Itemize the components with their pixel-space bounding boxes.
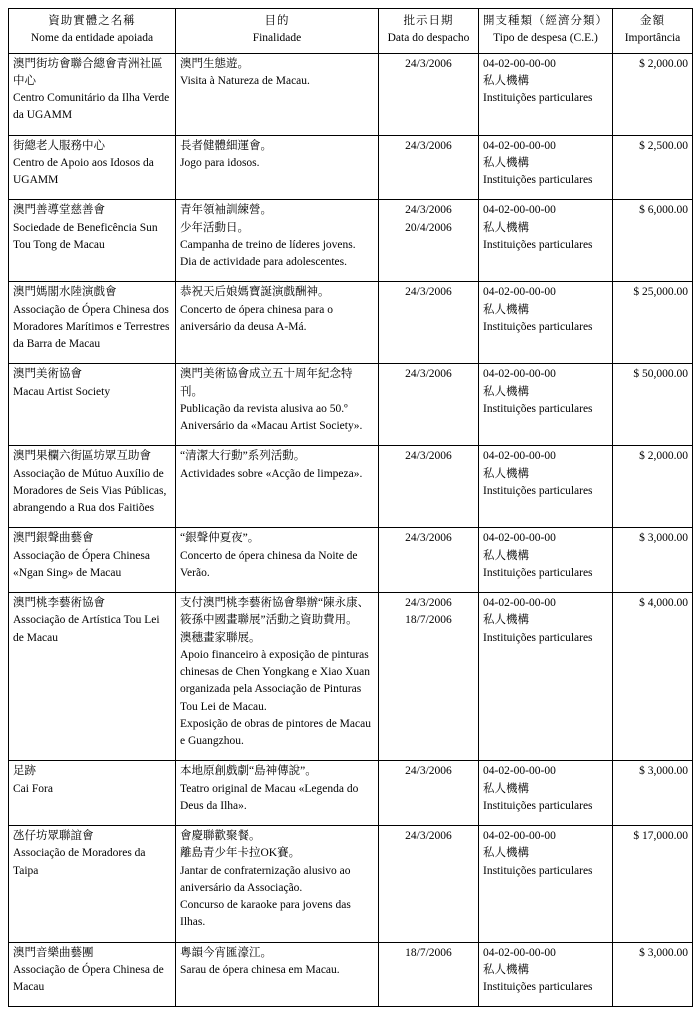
table-row <box>9 446 693 528</box>
table-row <box>9 593 693 761</box>
date-line: 24/3/2006 <box>405 368 452 381</box>
amount-value: $ 17,000.00 <box>633 830 688 842</box>
expense-type-cell <box>479 135 613 200</box>
entity-line: 澳門善導堂慈善會 <box>13 204 105 217</box>
purpose-line: 支付澳門桃李藝術協會舉辦“陳永康、筱孫中國畫聯展”活動之資助費用。 <box>180 597 370 627</box>
table-row <box>9 826 693 943</box>
entity-cell <box>9 135 176 200</box>
expense-type-line: 私人機構 <box>483 303 529 316</box>
amount-cell <box>613 446 693 528</box>
purpose-cell <box>176 826 379 943</box>
entity-line: Associação de Ópera Chinesa «Ngan Sing» de Macau <box>13 549 150 579</box>
expense-type-line: 04-02-00-00-00 <box>483 830 556 842</box>
date-line: 24/3/2006 <box>405 830 452 842</box>
table-body <box>9 53 693 1007</box>
entity-cell <box>9 282 176 364</box>
expense-type-line: 04-02-00-00-00 <box>483 946 556 959</box>
expense-type-cell <box>479 282 613 364</box>
date-line: 24/3/2006 <box>405 139 452 152</box>
header-label-zh: 資助實體之名稱 <box>48 15 136 27</box>
date-cell <box>379 761 479 826</box>
entity-line: 氹仔坊眾聯誼會 <box>13 830 94 842</box>
purpose-line: Dia de actividade para adolescentes. <box>180 256 347 268</box>
purpose-line: 澳穗畫家聯展。 <box>180 631 261 644</box>
entity-line: 澳門媽閣水陸演戲會 <box>13 286 117 299</box>
purpose-line: 粵韻今宵匯濠江。 <box>180 946 272 959</box>
purpose-cell <box>176 446 379 528</box>
expense-type-line: 私人機構 <box>483 782 529 795</box>
purpose-line: 澳門美術協會成立五十周年紀念特刊。 <box>180 368 353 398</box>
date-line: 24/3/2006 <box>405 765 452 778</box>
expense-type-line: 04-02-00-00-00 <box>483 204 556 217</box>
date-cell <box>379 528 479 593</box>
date-cell <box>379 364 479 446</box>
expense-type-line: 04-02-00-00-00 <box>483 450 556 463</box>
entity-cell <box>9 942 176 1007</box>
expense-type-line: Instituições particulares <box>483 402 593 415</box>
amount-cell <box>613 593 693 761</box>
header-label-pt: Tipo de despesa (C.E.) <box>493 32 598 45</box>
expense-type-line: 私人機構 <box>483 847 529 860</box>
table-row <box>9 135 693 200</box>
header-row <box>9 9 693 54</box>
date-line: 24/3/2006 <box>405 450 452 463</box>
amount-value: $ 2,500.00 <box>639 139 688 152</box>
entity-line: 澳門銀聲曲藝會 <box>13 532 94 545</box>
expense-type-line: Instituições particulares <box>483 631 593 644</box>
entity-line: 足跡 <box>13 765 36 778</box>
purpose-cell <box>176 53 379 135</box>
expense-type-line: Instituições particulares <box>483 92 593 104</box>
expense-type-line: 私人機構 <box>483 467 529 480</box>
purpose-line: 離島青少年卡拉OK賽。 <box>180 847 301 860</box>
expense-type-cell <box>479 446 613 528</box>
amount-cell <box>613 200 693 282</box>
entity-cell <box>9 761 176 826</box>
amount-value: $ 50,000.00 <box>633 368 688 381</box>
expense-type-line: 04-02-00-00-00 <box>483 597 556 609</box>
expense-type-cell <box>479 761 613 826</box>
amount-cell <box>613 528 693 593</box>
table-row <box>9 942 693 1007</box>
purpose-line: Teatro original de Macau «Legenda do Deus da Ilha». <box>180 782 359 812</box>
amount-cell <box>613 761 693 826</box>
entity-line: Centro Comunitário da Ilha Verde da UGAMM <box>13 92 170 122</box>
amount-cell <box>613 826 693 943</box>
amount-cell <box>613 135 693 200</box>
expense-type-cell <box>479 200 613 282</box>
expense-type-line: 私人機構 <box>483 385 529 398</box>
entity-cell <box>9 53 176 135</box>
expense-type-line: 04-02-00-00-00 <box>483 532 556 545</box>
expense-type-cell <box>479 593 613 761</box>
purpose-line: 本地原創戲劇“島神傳說”。 <box>180 765 317 778</box>
amount-value: $ 4,000.00 <box>639 597 688 609</box>
purpose-line: Campanha de treino de líderes jovens. <box>180 238 356 251</box>
amount-value: $ 3,000.00 <box>639 532 688 545</box>
expense-type-line: 私人機構 <box>483 549 529 562</box>
amount-value: $ 2,000.00 <box>639 450 688 463</box>
purpose-cell <box>176 200 379 282</box>
expense-type-line: 04-02-00-00-00 <box>483 139 556 152</box>
entity-line: Associação de Artística Tou Lei de Macau <box>13 614 160 644</box>
date-line: 24/3/2006 <box>405 57 452 70</box>
expense-type-line: 私人機構 <box>483 614 529 627</box>
table-row <box>9 364 693 446</box>
expense-type-line: Instituições particulares <box>483 484 593 497</box>
purpose-line: Publicação da revista alusiva ao 50.º Aniversário da «Macau Artist Society». <box>180 402 363 432</box>
entity-line: Associação de Moradores da Taipa <box>13 847 146 877</box>
purpose-line: Jantar de confraternização alusivo ao aniversário da Associação. <box>180 864 351 894</box>
table-row <box>9 200 693 282</box>
entity-line: Macau Artist Society <box>13 385 111 398</box>
date-cell <box>379 593 479 761</box>
purpose-line: Sarau de ópera chinesa em Macau. <box>180 963 340 976</box>
purpose-line: Concerto de ópera chinesa para o aniversário da deusa A-Má. <box>180 303 333 333</box>
expense-type-line: Instituições particulares <box>483 981 593 993</box>
purpose-line: 青年領袖訓練營。 <box>180 204 272 217</box>
entity-cell <box>9 826 176 943</box>
entity-line: Associação de Ópera Chinesa de Macau <box>13 963 164 993</box>
date-cell <box>379 942 479 1007</box>
date-cell <box>379 282 479 364</box>
purpose-cell <box>176 135 379 200</box>
date-cell <box>379 135 479 200</box>
entity-line: Sociedade de Beneficência Sun Tou Tong de Macau <box>13 221 158 251</box>
expense-type-cell <box>479 826 613 943</box>
header-cell <box>379 9 479 54</box>
amount-cell <box>613 364 693 446</box>
entity-line: Centro de Apoio aos Idosos da UGAMM <box>13 156 154 186</box>
amount-value: $ 3,000.00 <box>639 765 688 778</box>
entity-cell <box>9 593 176 761</box>
expense-type-cell <box>479 364 613 446</box>
purpose-line: Visita à Natureza de Macau. <box>180 74 310 87</box>
entity-cell <box>9 200 176 282</box>
purpose-line: “清潔大行動”系列活動。 <box>180 450 306 463</box>
expense-type-line: 私人機構 <box>483 963 529 976</box>
header-cell <box>479 9 613 54</box>
purpose-line: Exposição de obras de pintores de Macau e Guangzhou. <box>180 717 371 747</box>
date-line: 24/3/2006 <box>405 532 452 545</box>
entity-line: 澳門街坊會聯合總會青洲社區中心 <box>13 57 163 87</box>
amount-value: $ 6,000.00 <box>639 204 688 217</box>
date-line: 18/7/2006 <box>405 946 452 959</box>
purpose-cell <box>176 593 379 761</box>
expense-type-line: 04-02-00-00-00 <box>483 286 556 299</box>
expense-type-line: 04-02-00-00-00 <box>483 368 556 381</box>
amount-cell <box>613 942 693 1007</box>
expense-type-line: 私人機構 <box>483 156 529 169</box>
purpose-line: Actividades sobre «Acção de limpeza». <box>180 467 363 480</box>
date-line: 24/3/2006 <box>405 286 452 299</box>
header-label-zh: 批示日期 <box>403 15 454 27</box>
amount-cell <box>613 282 693 364</box>
table-row <box>9 282 693 364</box>
table-header <box>9 9 693 54</box>
entity-line: Associação de Ópera Chinesa dos Moradores Marítimos e Terrestres da Barra de Macau <box>13 303 170 350</box>
purpose-line: Concerto de ópera chinesa da Noite de Verão. <box>180 549 358 579</box>
table-row <box>9 528 693 593</box>
purpose-line: 澳門生態遊。 <box>180 57 249 70</box>
subsidy-table <box>8 8 693 1007</box>
purpose-cell <box>176 282 379 364</box>
entity-line: 澳門音樂曲藝團 <box>13 946 94 959</box>
purpose-line: “銀聲仲夏夜”。 <box>180 532 260 545</box>
table-row <box>9 53 693 135</box>
purpose-line: 少年活動日。 <box>180 221 249 234</box>
purpose-line: Jogo para idosos. <box>180 156 260 169</box>
expense-type-line: Instituições particulares <box>483 864 593 877</box>
expense-type-line: 04-02-00-00-00 <box>483 57 556 70</box>
purpose-cell <box>176 364 379 446</box>
header-label-pt: Importância <box>624 32 681 45</box>
amount-value: $ 3,000.00 <box>639 946 688 959</box>
header-cell <box>176 9 379 54</box>
purpose-cell <box>176 528 379 593</box>
entity-line: 澳門果欄六街區坊眾互助會 <box>13 450 151 463</box>
date-cell <box>379 826 479 943</box>
header-label-pt: Finalidade <box>252 32 302 45</box>
expense-type-line: Instituições particulares <box>483 320 593 333</box>
purpose-line: Apoio financeiro à exposição de pinturas chinesas de Chen Yongkang e Xiao Xuan organizada pela Associação de Pinturas Tou Lei de Macau. <box>180 648 371 713</box>
purpose-line: 恭祝天后娘媽寶誕演戲酬神。 <box>180 286 330 299</box>
entity-cell <box>9 528 176 593</box>
expense-type-line: 私人機構 <box>483 221 529 234</box>
expense-type-line: Instituições particulares <box>483 174 593 186</box>
header-label-zh: 金額 <box>640 15 665 27</box>
expense-type-cell <box>479 942 613 1007</box>
amount-value: $ 2,000.00 <box>639 57 688 70</box>
expense-type-line: 私人機構 <box>483 74 529 87</box>
date-line: 18/7/2006 <box>405 614 452 627</box>
entity-cell <box>9 446 176 528</box>
expense-type-cell <box>479 53 613 135</box>
date-line: 24/3/2006 <box>405 597 452 609</box>
purpose-line: 長者健體細運會。 <box>180 139 272 152</box>
table-row <box>9 761 693 826</box>
date-cell <box>379 53 479 135</box>
expense-type-line: Instituições particulares <box>483 238 593 251</box>
purpose-line: 會慶聯歡聚餐。 <box>180 830 261 842</box>
header-cell <box>613 9 693 54</box>
header-cell <box>9 9 176 54</box>
expense-type-line: Instituições particulares <box>483 799 593 812</box>
expense-type-cell <box>479 528 613 593</box>
expense-type-line: 04-02-00-00-00 <box>483 765 556 778</box>
amount-cell <box>613 53 693 135</box>
entity-line: Associação de Mútuo Auxílio de Moradores de Seis Vias Públicas, abrangendo a Rua dos Faitiões <box>13 467 167 514</box>
date-cell <box>379 200 479 282</box>
expense-type-line: Instituições particulares <box>483 566 593 579</box>
header-label-pt: Nome da entidade apoiada <box>30 32 154 45</box>
entity-cell <box>9 364 176 446</box>
entity-line: Cai Fora <box>13 782 53 795</box>
entity-line: 澳門美術協會 <box>13 368 82 381</box>
date-line: 20/4/2006 <box>405 221 452 234</box>
date-cell <box>379 446 479 528</box>
header-label-pt: Data do despacho <box>387 32 470 45</box>
header-label-zh: 目的 <box>264 15 290 27</box>
entity-line: 街總老人服務中心 <box>13 139 105 152</box>
purpose-cell <box>176 942 379 1007</box>
purpose-cell <box>176 761 379 826</box>
purpose-line: Concurso de karaoke para jovens das Ilhas. <box>180 899 351 929</box>
entity-line: 澳門桃李藝術協會 <box>13 597 105 609</box>
header-label-zh: 開支種類（經濟分類） <box>483 15 608 27</box>
amount-value: $ 25,000.00 <box>633 286 688 299</box>
date-line: 24/3/2006 <box>405 204 452 217</box>
